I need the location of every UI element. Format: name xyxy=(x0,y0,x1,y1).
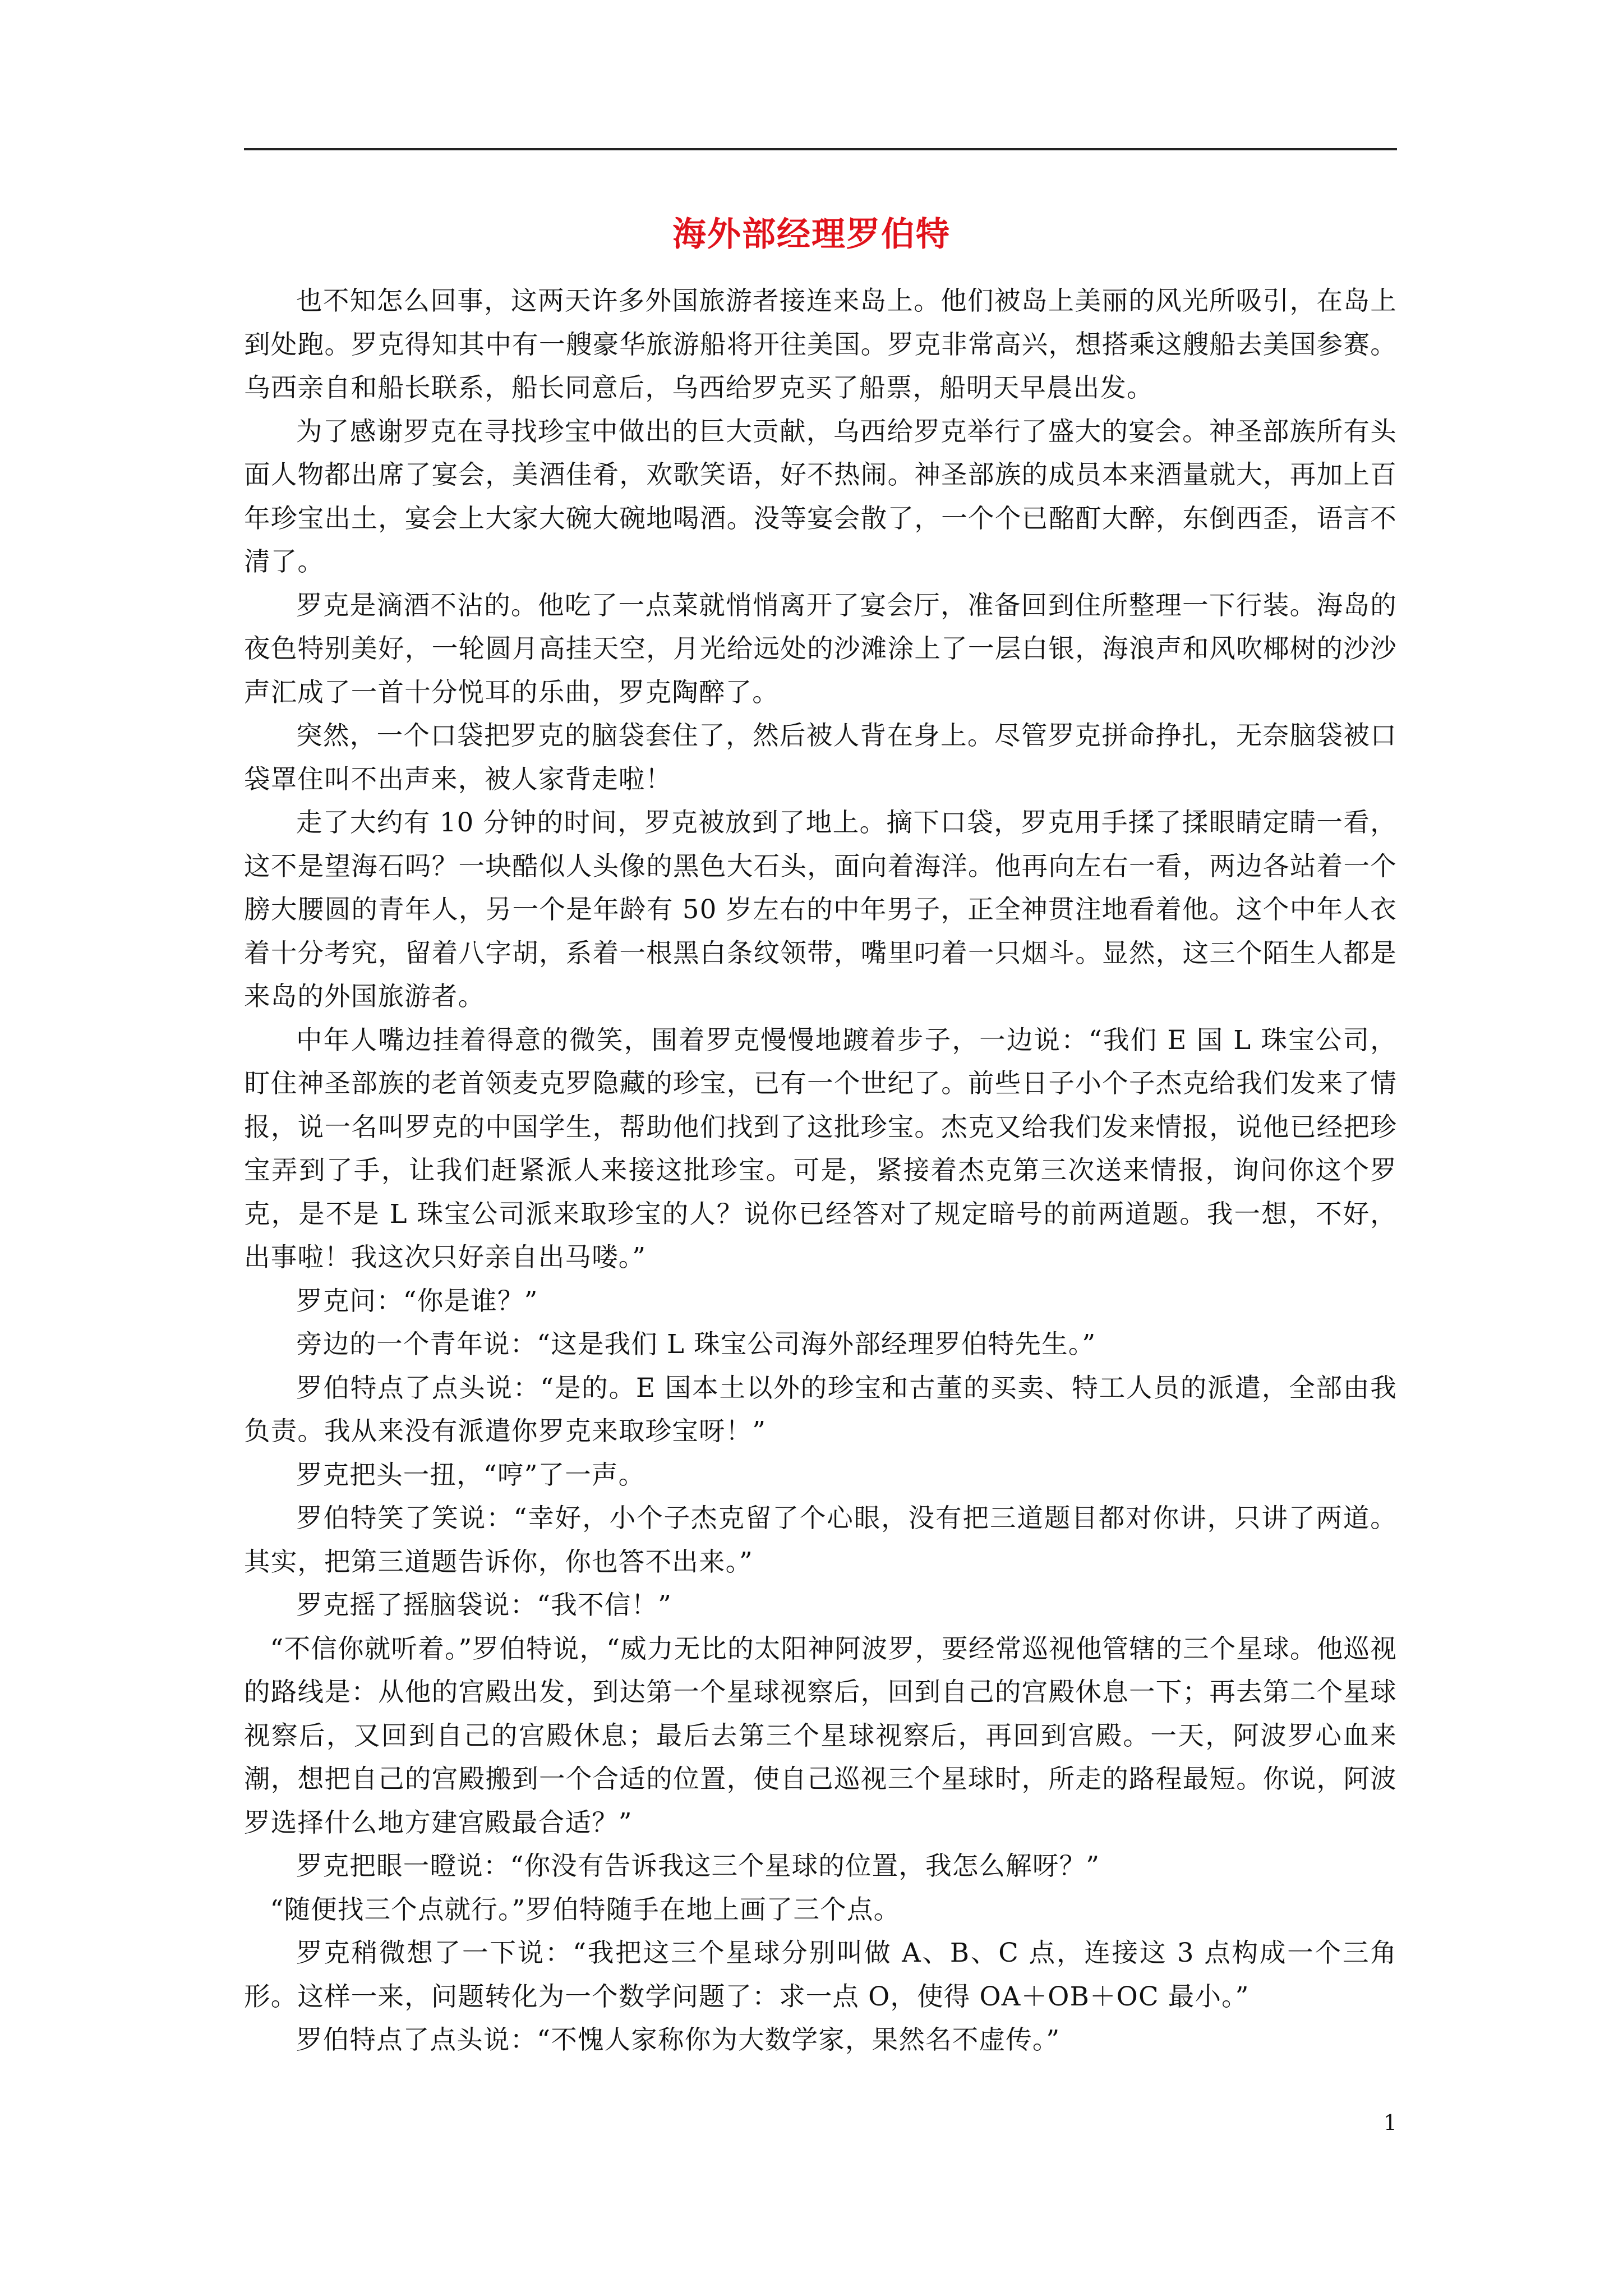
paragraph-10: 罗克把头一扭，“哼”了一声。 xyxy=(296,1459,645,1490)
paragraph-13: “不信你就听着。”罗伯特说，“威力无比的太阳神阿波罗，要经常巡视他管辖的三个星球。他巡视的路线是：从他的宫殿出发，到达第一个星球视察后，回到自己的宫殿休息一下；再去第二个星球视察后，又回到自己的宫殿休息；最后去第三个星球视察后，再回到宫殿。一天，阿波罗心血来潮，想把自己的宫殿搬到一个合适的位置，使自己巡视三个星球时，所走的路程最短。你说，阿波罗选择什么地方建宫殿最合适？” xyxy=(244,1633,1397,1838)
paragraph-17: 罗伯特点了点头说：“不愧人家称你为大数学家，果然名不虚传。” xyxy=(296,2024,1061,2055)
document-title: 海外部经理罗伯特 xyxy=(672,215,951,254)
paragraph-5: 走了大约有 10 分钟的时间，罗克被放到了地上。摘下口袋，罗克用手揉了揉眼睛定睛一看，这不是望海石吗？一块酷似人头像的黑色大石头，面向着海洋。他再向左右一看，两边各站着一个膀大腰圆的青年人，另一个是年龄有 50 岁左右的中年男子，正全神贯注地看着他。这个中年人衣着十分考究，留着八字胡，系着一根黑白条纹领带，嘴里叼着一只烟斗。显然，这三个陌生人都是来岛的外国旅游者。 xyxy=(244,807,1397,1011)
paragraph-15: “随便找三个点就行。”罗伯特随手在地上画了三个点。 xyxy=(270,1894,901,1925)
document-body xyxy=(244,279,1397,2062)
header-rule xyxy=(244,148,1397,150)
paragraph-14: 罗克把眼一瞪说：“你没有告诉我这三个星球的位置，我怎么解呀？” xyxy=(296,1851,1100,1881)
paragraph-2: 为了感谢罗克在寻找珍宝中做出的巨大贡献，乌西给罗克举行了盛大的宴会。神圣部族所有头面人物都出席了宴会，美酒佳肴，欢歌笑语，好不热闹。神圣部族的成员本来酒量就大，再加上百年珍宝出土，宴会上大家大碗大碗地喝酒。没等宴会散了，一个个已酩酊大醉，东倒西歪，语言不清了。 xyxy=(244,416,1397,577)
paragraph-3: 罗克是滴酒不沾的。他吃了一点菜就悄悄离开了宴会厅，准备回到住所整理一下行装。海岛的夜色特别美好，一轮圆月高挂天空，月光给远处的沙滩涂上了一层白银，海浪声和风吹椰树的沙沙声汇成了一首十分悦耳的乐曲，罗克陶醉了。 xyxy=(244,590,1397,707)
page-number: 1 xyxy=(1383,2110,1397,2135)
paragraph-4: 突然，一个口袋把罗克的脑袋套住了，然后被人背在身上。尽管罗克拼命挣扎，无奈脑袋被口袋罩住叫不出声来，被人家背走啦！ xyxy=(244,720,1397,794)
paragraph-8: 旁边的一个青年说：“这是我们 L 珠宝公司海外部经理罗伯特先生。” xyxy=(296,1329,1096,1359)
paragraph-12: 罗克摇了摇脑袋说：“我不信！” xyxy=(296,1590,672,1620)
paragraph-11: 罗伯特笑了笑说：“幸好，小个子杰克留了个心眼，没有把三道题目都对你讲，只讲了两道。其实，把第三道题告诉你，你也答不出来。” xyxy=(244,1503,1397,1577)
paragraph-7: 罗克问：“你是谁？” xyxy=(296,1285,538,1316)
paragraph-16: 罗克稍微想了一下说：“我把这三个星球分别叫做 A、B、C 点，连接这 3 点构成一个三角形。这样一来，问题转化为一个数学问题了：求一点 O，使得 OA＋OB＋OC 最小。” xyxy=(244,1938,1397,2012)
paragraph-6: 中年人嘴边挂着得意的微笑，围着罗克慢慢地踱着步子，一边说：“我们 E 国 L 珠宝公司，盯住神圣部族的老首领麦克罗隐藏的珍宝，已有一个世纪了。前些日子小个子杰克给我们发来了情报，说一名叫罗克的中国学生，帮助他们找到了这批珍宝。杰克又给我们发来情报，说他已经把珍宝弄到了手，让我们赶紧派人来接这批珍宝。可是，紧接着杰克第三次送来情报，询问你这个罗克，是不是 L 珠宝公司派来取珍宝的人？说你已经答对了规定暗号的前两道题。我一想，不好，出事啦！我这次只好亲自出马喽。” xyxy=(244,1024,1397,1272)
paragraph-9: 罗伯特点了点头说：“是的。E 国本土以外的珍宝和古董的买卖、特工人员的派遣，全部由我负责。我从来没有派遣你罗克来取珍宝呀！” xyxy=(244,1372,1397,1446)
paragraph-1: 也不知怎么回事，这两天许多外国旅游者接连来岛上。他们被岛上美丽的风光所吸引，在岛上到处跑。罗克得知其中有一艘豪华旅游船将开往美国。罗克非常高兴，想搭乘这艘船去美国参赛。乌西亲自和船长联系，船长同意后，乌西给罗克买了船票，船明天早晨出发。 xyxy=(244,286,1397,403)
